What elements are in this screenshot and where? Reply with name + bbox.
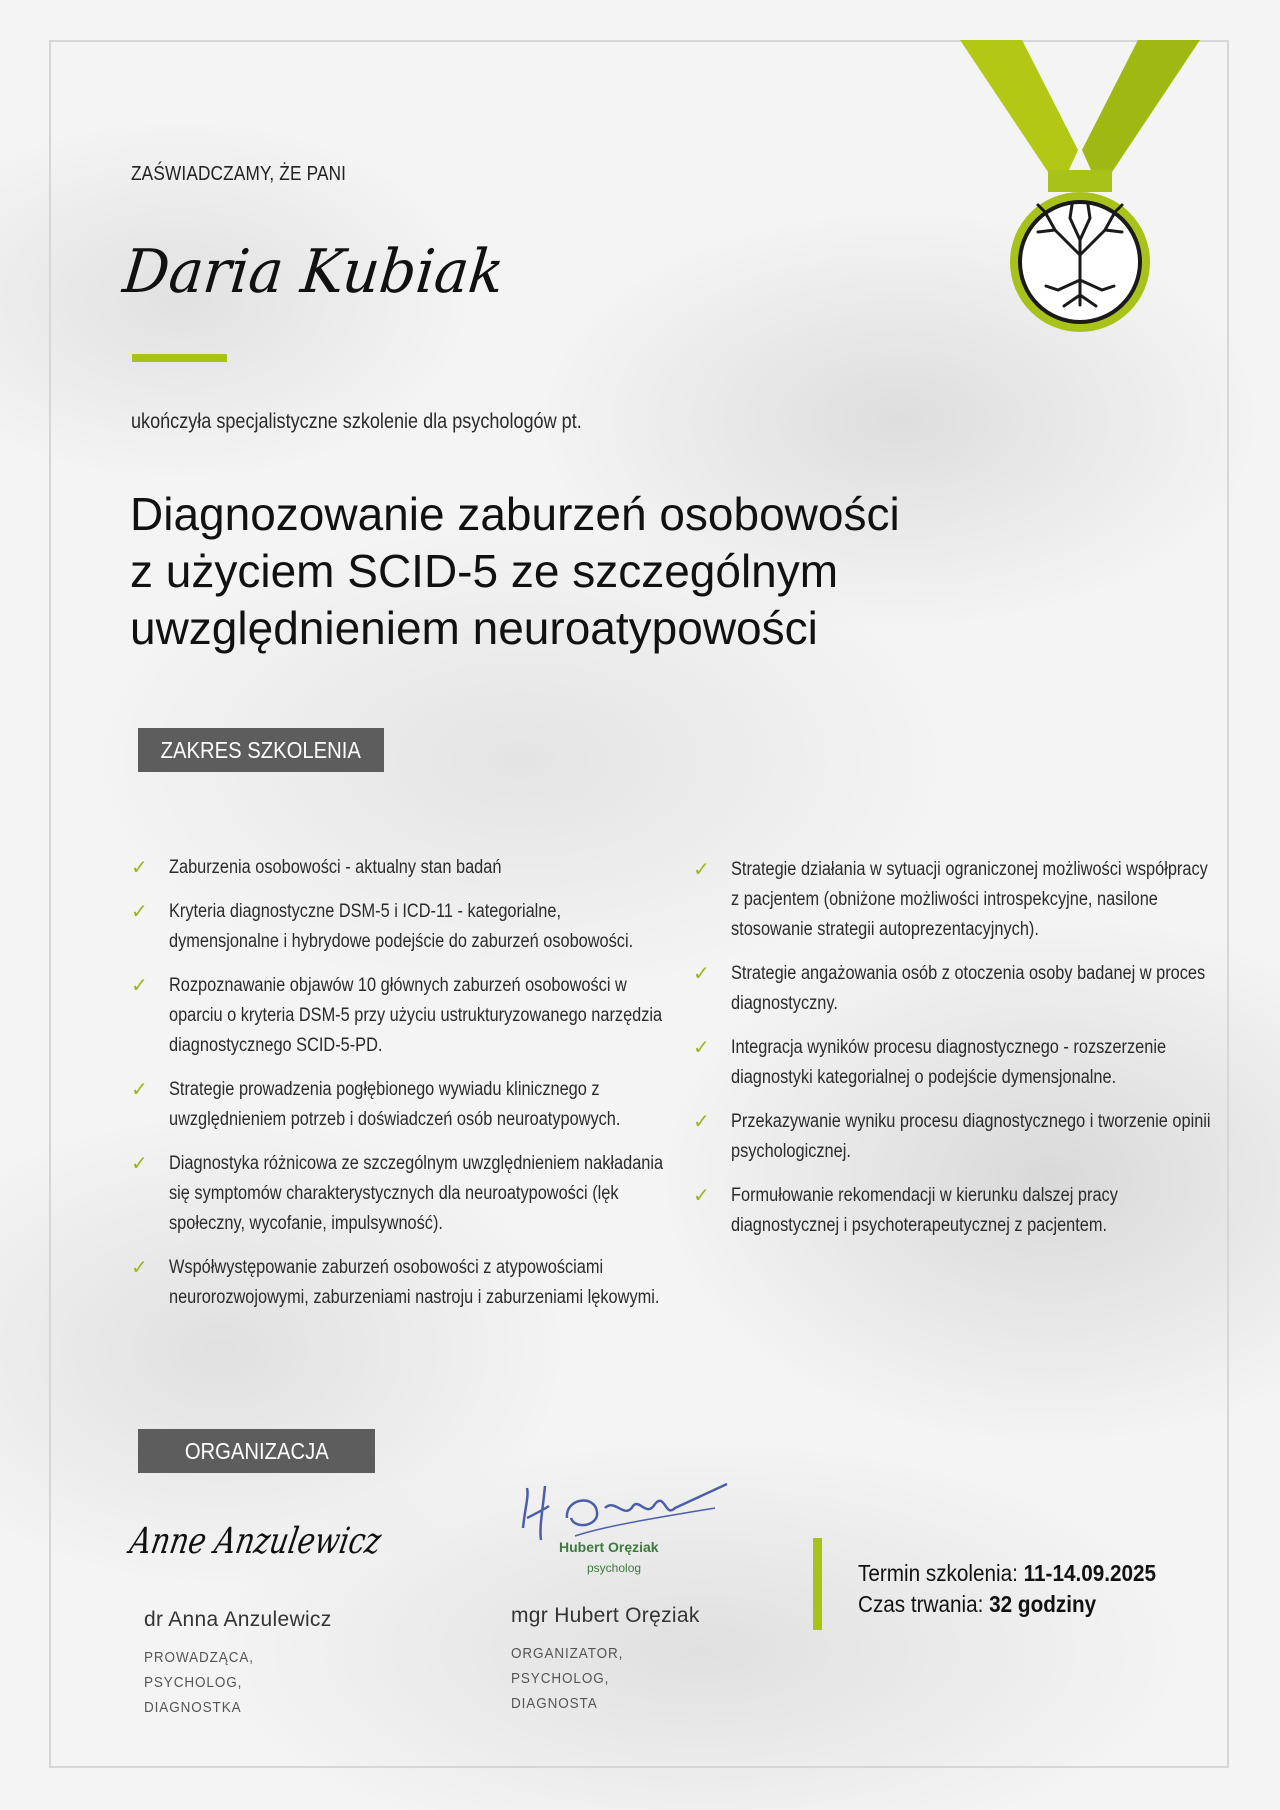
signature-anna xyxy=(126,1505,446,1575)
svg-text:Hubert Oręziak: Hubert Oręziak xyxy=(559,1539,659,1555)
check-icon: ✓ xyxy=(693,963,710,985)
list-item: ✓ Kryteria diagnostyczne DSM-5 i ICD-11 - kategorialne, dymensjonalne i hybrydowe podejście do zaburzeń osobowości. xyxy=(131,897,671,957)
organization-label: ORGANIZACJA xyxy=(138,1429,375,1473)
check-icon: ✓ xyxy=(131,901,148,923)
svg-text:Daria Kubiak: Daria Kubiak xyxy=(119,237,526,307)
certify-heading: ZAŚWIADCZAMY, ŻE PANI xyxy=(131,163,347,185)
training-details xyxy=(858,1558,1156,1620)
list-item: ✓ Diagnostyka różnicowa ze szczególnym uwzględnieniem nakładania się symptomów charakterystycznych dla neuroatypowości (lęk społeczny, wycofanie, impulsywność). xyxy=(131,1149,671,1239)
course-title-line: uwzględnieniem neuroatypowości xyxy=(130,602,818,654)
training-duration: Czas trwania: 32 godziny xyxy=(858,1591,1097,1617)
signature-hubert xyxy=(515,1478,735,1588)
signer-name-hubert: mgr Hubert Oręziak xyxy=(511,1604,700,1627)
signer-name-anna: dr Anna Anzulewicz xyxy=(144,1608,332,1631)
completed-text: ukończyła specjalistyczne szkolenie dla psychologów pt. xyxy=(131,410,582,433)
accent-bar-details xyxy=(813,1538,822,1630)
list-item: ✓ Strategie działania w sytuacji ograniczonej możliwości współpracy z pacjentem (obniżone możliwości introspekcyjne, nasilone stosowanie strategii autoprezentacyjnych). xyxy=(693,855,1213,945)
check-icon: ✓ xyxy=(131,975,148,997)
signer-role-hubert: ORGANIZATOR, PSYCHOLOG, DIAGNOSTA xyxy=(511,1645,624,1712)
signer-role-anna: PROWADZĄCA, PSYCHOLOG, DIAGNOSTKA xyxy=(144,1649,254,1716)
course-title-line: Diagnozowanie zaburzeń osobowości xyxy=(130,488,900,540)
list-item: ✓ Strategie prowadzenia pogłębionego wywiadu klinicznego z uwzględnieniem potrzeb i doświadczeń osób neuroatypowych. xyxy=(131,1075,671,1135)
recipient-name xyxy=(119,210,526,320)
svg-text:psycholog: psycholog xyxy=(587,1561,642,1575)
check-icon: ✓ xyxy=(131,857,148,879)
list-item: ✓ Rozpoznawanie objawów 10 głównych zaburzeń osobowości w oparciu o kryteria DSM-5 przy użyciu ustrukturyzowanego narzędzia diagnostycznego SCID-5-PD. xyxy=(131,971,671,1061)
check-icon: ✓ xyxy=(693,1111,710,1133)
svg-text:Anne Anzulewicz: Anne Anzulewicz xyxy=(126,1519,446,1562)
list-item: ✓ Integracja wyników procesu diagnostycznego - rozszerzenie diagnostyki kategorialnej o podejście dymensjonalne. xyxy=(693,1033,1213,1093)
list-item: ✓ Przekazywanie wyniku procesu diagnostycznego i tworzenie opinii psychologicznej. xyxy=(693,1107,1213,1167)
check-icon: ✓ xyxy=(131,1153,148,1175)
list-item: ✓ Zaburzenia osobowości - aktualny stan badań xyxy=(131,853,671,883)
scope-list-left xyxy=(131,853,671,1327)
check-icon: ✓ xyxy=(131,1257,148,1279)
check-icon: ✓ xyxy=(693,1037,710,1059)
accent-bar xyxy=(132,354,227,362)
scope-label: ZAKRES SZKOLENIA xyxy=(138,728,384,772)
course-title xyxy=(130,486,990,657)
check-icon: ✓ xyxy=(693,1185,710,1207)
medal-icon xyxy=(960,40,1200,330)
check-icon: ✓ xyxy=(693,859,710,881)
list-item: ✓ Formułowanie rekomendacji w kierunku dalszej pracy diagnostycznej i psychoterapeutycznej z pacjentem. xyxy=(693,1181,1213,1241)
scope-list-right xyxy=(693,855,1213,1255)
list-item: ✓ Strategie angażowania osób z otoczenia osoby badanej w proces diagnostyczny. xyxy=(693,959,1213,1019)
training-date: Termin szkolenia: 11-14.09.2025 xyxy=(858,1560,1157,1586)
list-item: ✓ Współwystępowanie zaburzeń osobowości z atypowościami neurorozwojowymi, zaburzeniami nastroju i zaburzeniami lękowymi. xyxy=(131,1253,671,1313)
check-icon: ✓ xyxy=(131,1079,148,1101)
course-title-line: z użyciem SCID-5 ze szczególnym xyxy=(130,545,839,597)
